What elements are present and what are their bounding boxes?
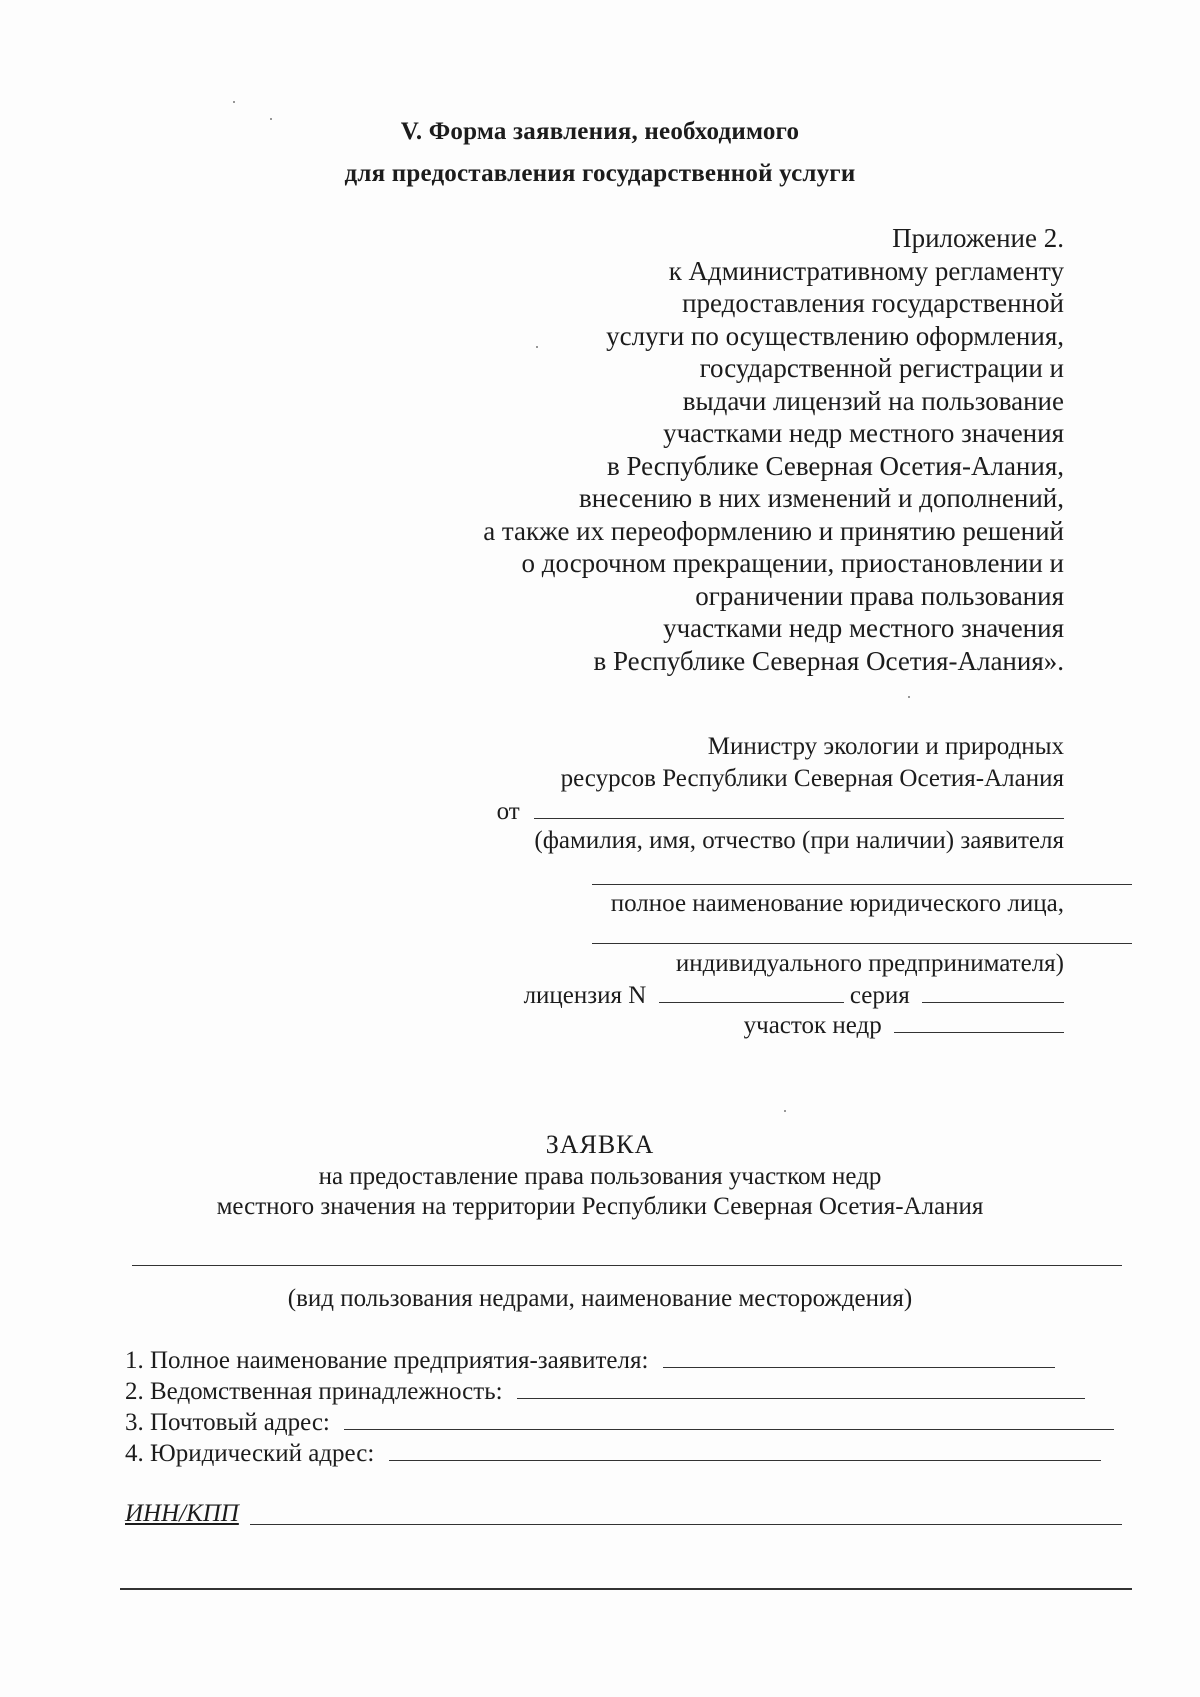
legal-entity-name-field[interactable] [592, 884, 1132, 885]
inn-kpp-field[interactable] [250, 1524, 1122, 1525]
appendix-line: выдачи лицензий на пользование [682, 385, 1064, 416]
appendix-line: в Республике Северная Осетия-Алания». [593, 645, 1064, 676]
inn-kpp-label: ИНН/КПП [125, 1500, 239, 1527]
addressee-line1: Министру экологии и природных [707, 733, 1064, 760]
entrepreneur-name-field[interactable] [592, 943, 1132, 944]
appendix-line: услуги по осуществлению оформления, [606, 320, 1064, 351]
from-row [497, 796, 1064, 826]
plot-row [744, 1010, 1064, 1040]
hint-entrepreneur: индивидуального предпринимателя) [675, 950, 1064, 977]
scan-speck [233, 101, 235, 103]
section-heading-line1: V. Форма заявления, необходимого [400, 118, 800, 145]
addressee-line2: ресурсов Республики Северная Осетия-Алания [560, 765, 1064, 792]
company-name-input[interactable] [663, 1345, 1055, 1368]
appendix-line: внесению в них изменений и дополнений, [579, 483, 1064, 513]
scan-speck [536, 346, 538, 348]
usage-type-field[interactable] [132, 1265, 1122, 1266]
applicant-name-field[interactable] [534, 796, 1064, 819]
field-label-4: 4. Юридический адрес: [125, 1440, 375, 1467]
field-label-2: 2. Ведомственная принадлежность: [125, 1378, 503, 1405]
license-row [524, 980, 1064, 1010]
hint-legal-entity: полное наименование юридического лица, [610, 890, 1064, 917]
legal-address-input[interactable] [389, 1438, 1101, 1461]
plot-label: участок недр [743, 1012, 882, 1039]
field-row-2 [125, 1376, 1085, 1406]
series-label: серия [849, 982, 910, 1009]
application-subtitle1: на предоставление права пользования участком недр [318, 1163, 882, 1190]
postal-address-input[interactable] [344, 1407, 1114, 1430]
appendix-line: ограничении права пользования [695, 580, 1064, 611]
license-label: лицензия N [523, 982, 647, 1009]
hint-usage: (вид пользования недрами, наименование месторождения) [287, 1285, 913, 1312]
field-label-3: 3. Почтовый адрес: [125, 1409, 330, 1436]
license-number-field[interactable] [659, 980, 844, 1003]
scan-speck [908, 696, 910, 698]
series-field[interactable] [922, 980, 1064, 1003]
appendix-line: Приложение 2. [892, 223, 1064, 253]
appendix-line: участками недр местного значения [663, 613, 1064, 643]
application-title: ЗАЯВКА [545, 1130, 655, 1159]
appendix-line: а также их переоформлению и принятию решений [483, 515, 1064, 546]
application-subtitle2: местного значения на территории Республики Северная Осетия-Алания [216, 1193, 984, 1220]
appendix-block [364, 222, 1064, 677]
appendix-line: государственной регистрации и [699, 353, 1064, 383]
from-label: от [496, 798, 520, 825]
scan-speck [784, 1110, 786, 1112]
bottom-rule [120, 1588, 1132, 1590]
field-row-4 [125, 1438, 1101, 1468]
plot-field[interactable] [894, 1010, 1064, 1033]
field-label-1: 1. Полное наименование предприятия-заявителя: [125, 1347, 649, 1374]
hint-fio: (фамилия, имя, отчество (при наличии) заявителя [534, 827, 1064, 854]
appendix-line: к Административному регламенту [668, 255, 1064, 286]
appendix-line: в Республике Северная Осетия-Алания, [606, 450, 1064, 481]
section-heading-line2: для предоставления государственной услуги [344, 160, 856, 187]
scan-speck [270, 118, 272, 120]
appendix-line: о досрочном прекращении, приостановлении и [521, 548, 1064, 578]
appendix-line: участками недр местного значения [663, 418, 1064, 448]
appendix-line: предоставления государственной [682, 288, 1064, 318]
field-row-3 [125, 1407, 1114, 1437]
field-row-1 [125, 1345, 1055, 1375]
department-input[interactable] [517, 1376, 1085, 1399]
